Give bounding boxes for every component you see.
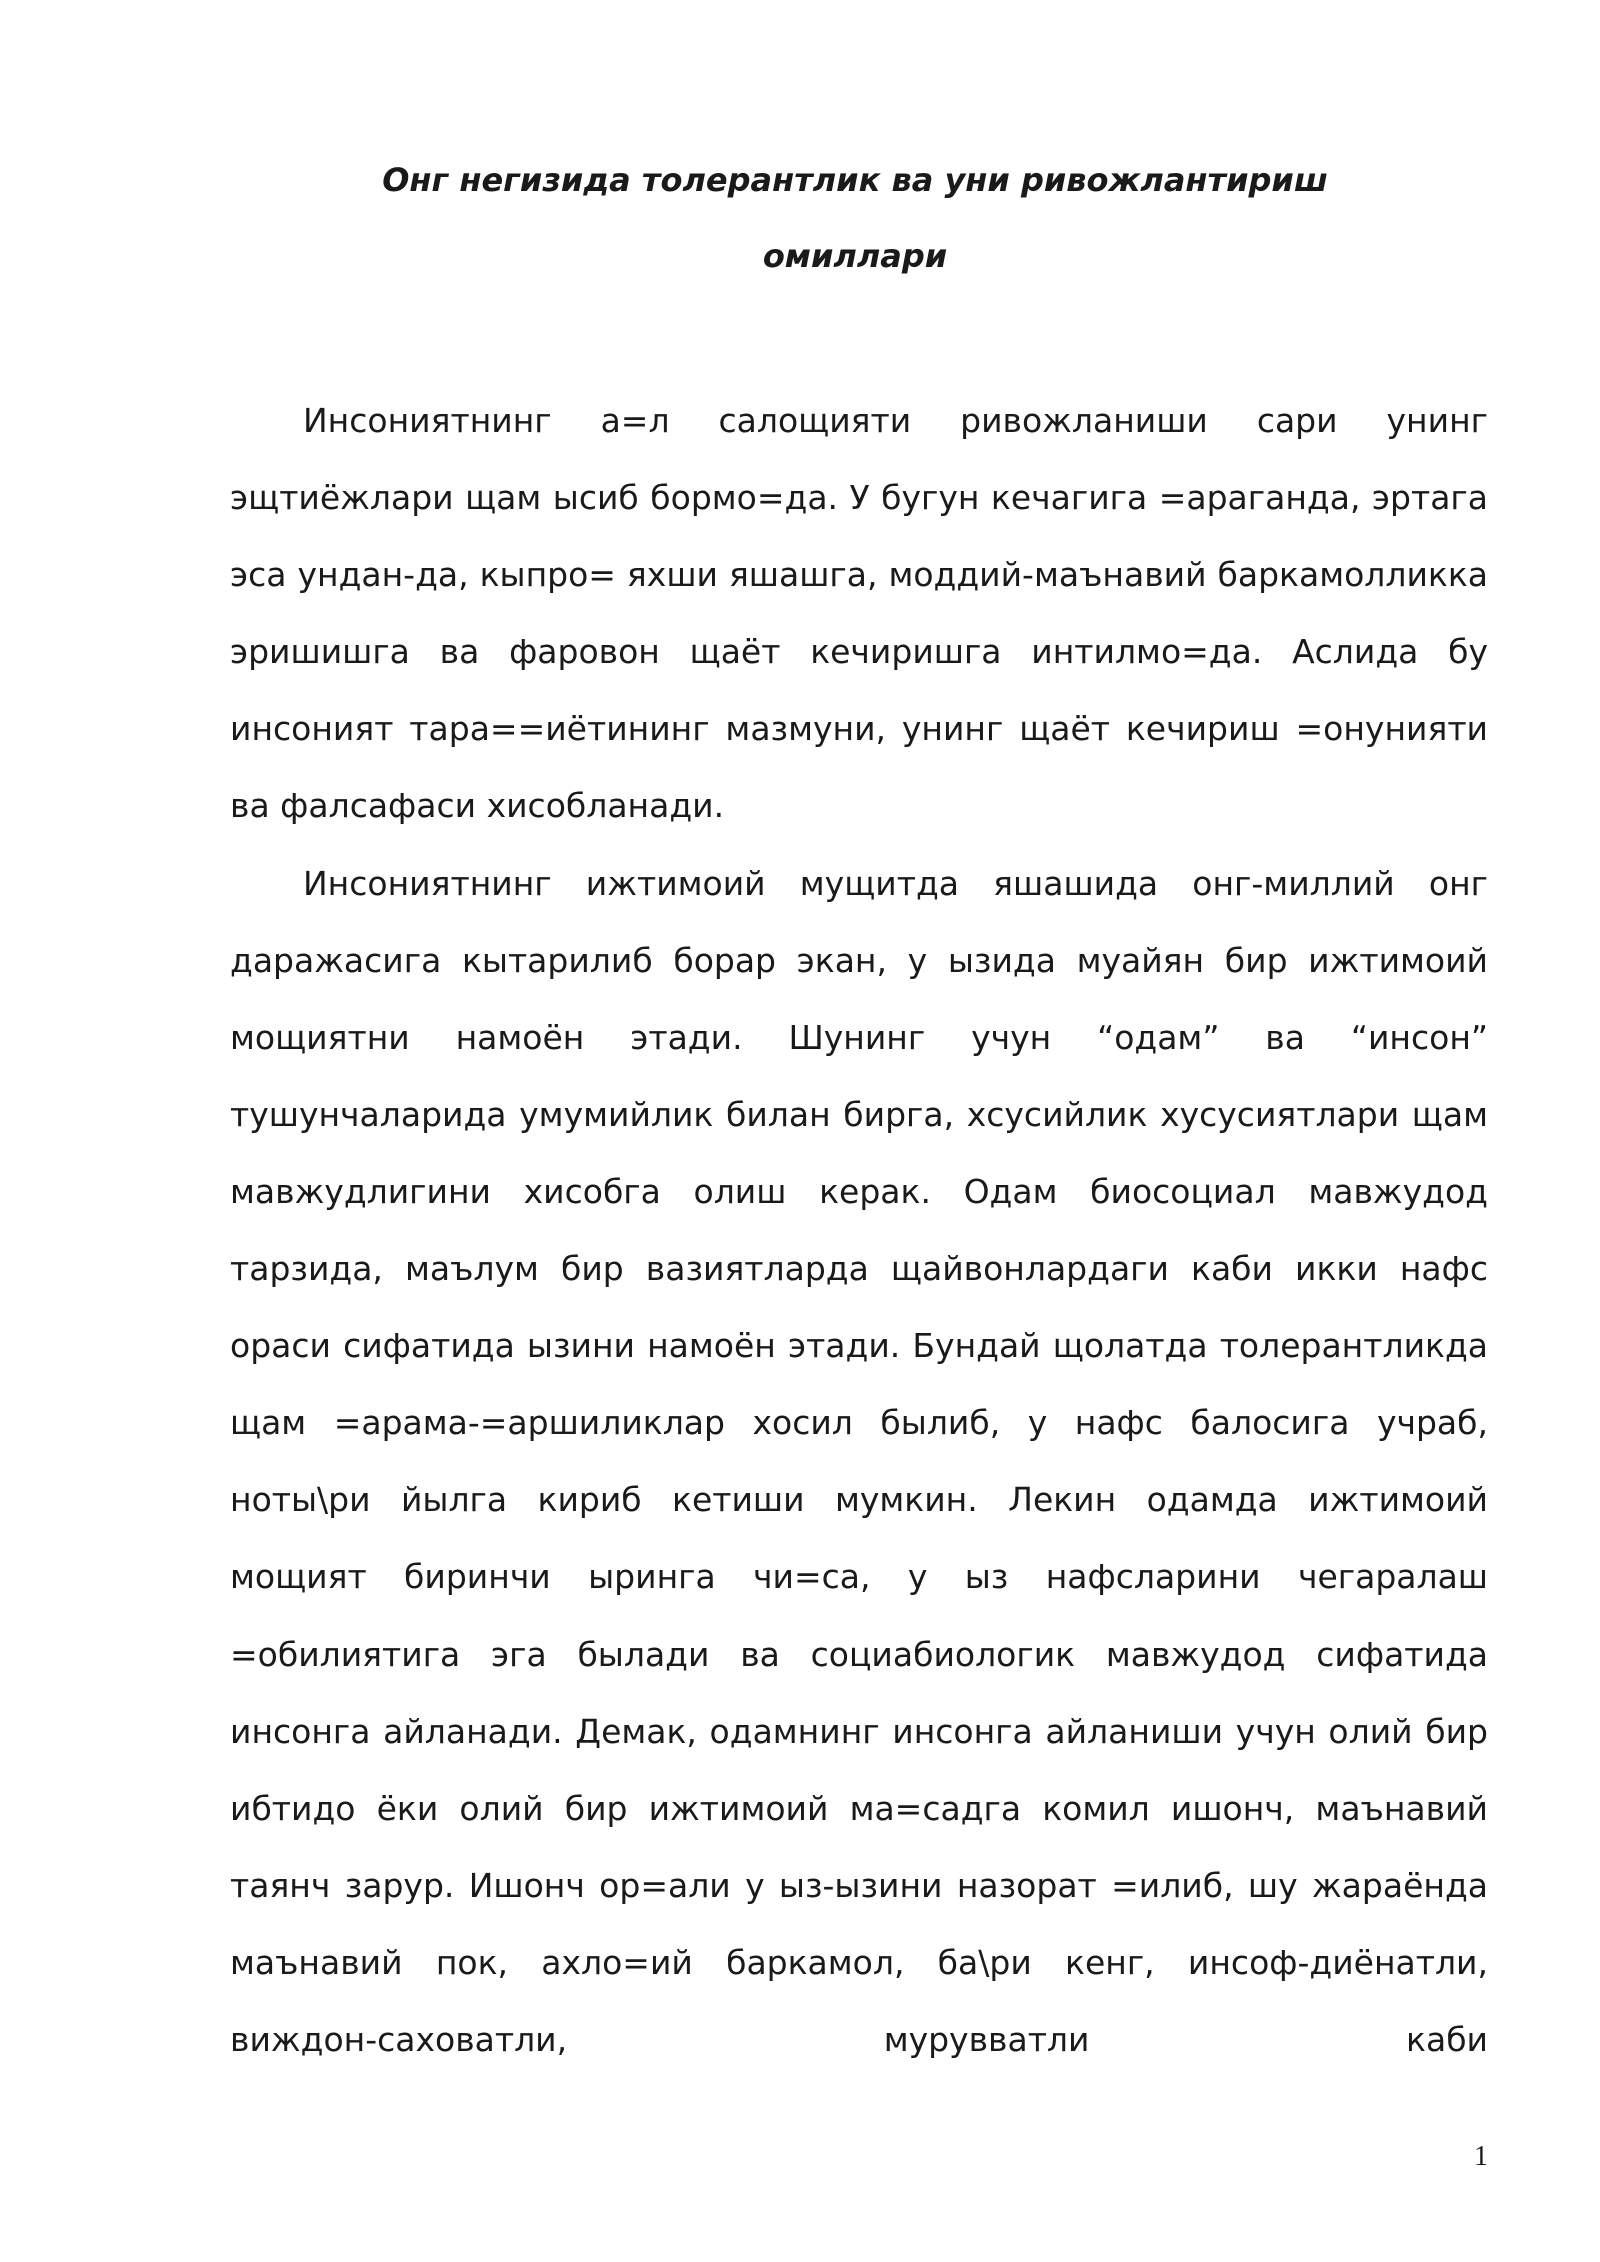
page-number: 1 — [1474, 2141, 1488, 2172]
document-title-line-2: омиллари — [762, 237, 948, 275]
paragraph-1: Инсониятнинг а=л салощияти ривожланиши сари унинг эщтиёжлари щам ысиб бормо=да. У бугун кечагига =араганда, эртага эса ундан-да, кыпро= яхши яшашга, моддий-маънавий баркамолликка эришишга ва фаровон щаёт кечиришга интилмо=да. Аслида бу инсоният тара==иётининг мазмуни, унинг щаёт кечириш =онунияти ва фалсафаси хисобланади. — [230, 401, 1488, 826]
paragraph-2: Инсониятнинг ижтимоий мущитда яшашида онг-миллий онг даражасига кытарилиб борар экан, у ызида муайян бир ижтимоий мощиятни намоён этади. Шунинг учун “одам” ва “инсон” тушунчаларида умумийлик билан бирга, хсусийлик хусусиятлари щам мавжудлигини хисобга олиш керак. Одам биосоциал мавжудод тарзида, маълум бир вазиятларда щайвонлардаги каби икки нафс ораси сифатида ызини намоён этади. Бундай щолатда толерантликда щам =арама-=аршиликлар хосил былиб, у нафс балосига учраб, ноты\ри йылга кириб кетиши мумкин. Лекин одамда ижтимоий мощият биринчи ыринга чи=са, у ыз нафсларини чегаралаш =обилиятига эга былади ва социабиологик мавжудод сифатида инсонга айланади. Демак, одамнинг инсонга айланиши учун олий бир ибтидо ёки олий бир ижтимоий ма=садга комил ишонч, маънавий таянч зарур. Ишонч ор=али у ыз-ызини назорат =илиб, шу жараёнда маънавий пок, ахло=ий баркамол, ба\ри кенг, инсоф-диёнатли, виждон-саховатли, мурувватли каби — [230, 863, 1488, 2059]
document-body — [230, 382, 1488, 2078]
document-title-line-1: Онг негизида толерантлик ва уни ривожлантириш — [382, 161, 1328, 199]
